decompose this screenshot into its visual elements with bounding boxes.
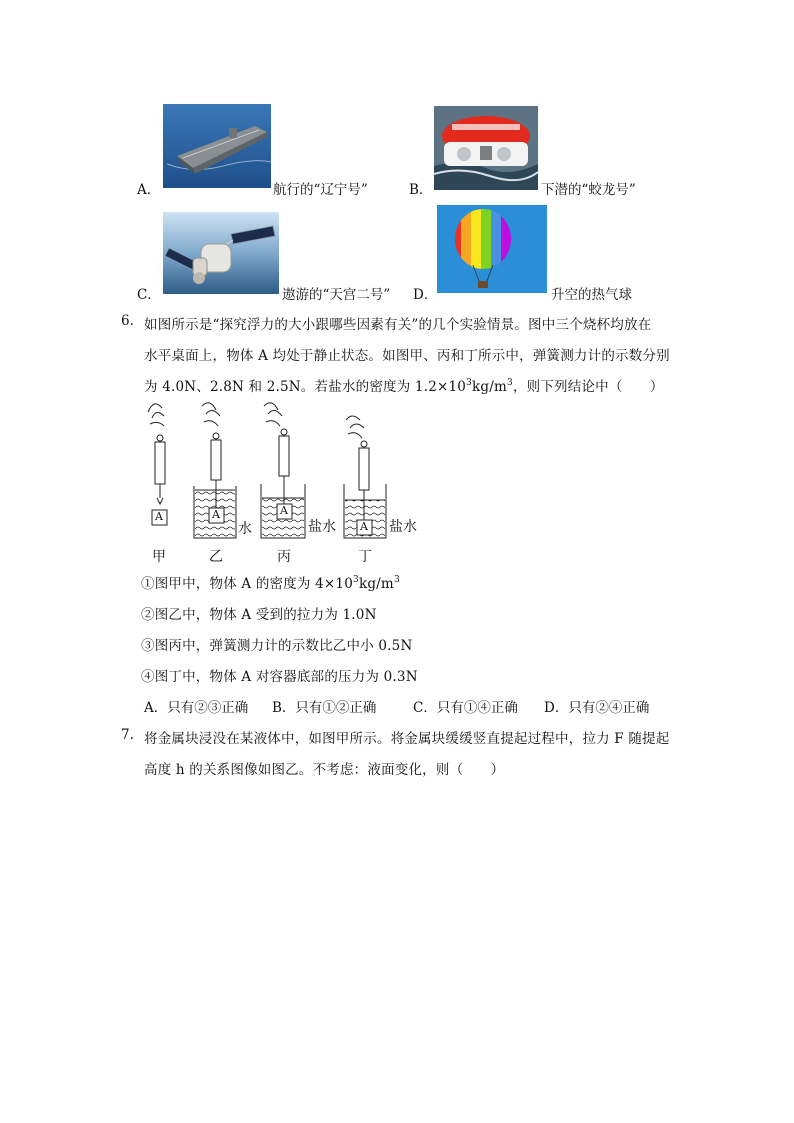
block-label-yi: A [212, 508, 220, 521]
setup-jia [148, 404, 167, 525]
q6-choice-a: A．只有②③正确 [144, 700, 249, 716]
experiment-diagram [140, 398, 430, 570]
q6-experiment-figure [140, 398, 430, 570]
q7-number: 7. [121, 727, 134, 743]
q6-stem-line-1: 如图所示是“探究浮力的大小跟哪些因素有关”的几个实验情景。图中三个烧杯均放在 [144, 317, 652, 333]
figure-label-ding: 丁 [358, 549, 372, 565]
photo-hot-air-balloon [437, 205, 547, 293]
q6-statement-1 [141, 572, 400, 592]
q6-line3-unit-exponent: 3 [507, 378, 513, 388]
liquid-label-brine-bing: 盐水 [308, 519, 336, 535]
q6-stem-line-3 [144, 375, 664, 395]
q6-choice-b: B．只有①②正确 [272, 700, 377, 716]
option-d-caption: 升空的热气球 [551, 287, 632, 303]
q6-statement-1-unit: kg/m [358, 576, 394, 592]
option-b-letter: B． [409, 182, 433, 198]
option-c-letter: C． [137, 287, 161, 303]
photo-space-station [163, 212, 279, 294]
q6-line3-exponent: 3 [466, 378, 473, 388]
figure-label-bing: 丙 [277, 549, 291, 565]
option-a-caption: 航行的“辽宁号” [273, 182, 368, 198]
figure-label-jia: 甲 [152, 549, 166, 565]
photo-submersible [434, 106, 538, 190]
q6-statement-1-text: ①图甲中，物体 A 的密度为 4×10 [141, 576, 354, 592]
option-a-letter: A． [137, 182, 161, 198]
q6-choice-c: C．只有①④正确 [413, 700, 518, 716]
q6-line3-ending: ，则下列结论中（ ） [512, 379, 664, 395]
q7-stem-line-1: 将金属块浸没在某液体中，如图甲所示。将金属块缓缓竖直提起过程中，拉力 F 随提起 [144, 731, 670, 747]
option-c-caption: 遨游的“天宫二号” [282, 287, 391, 303]
setup-bing [261, 403, 305, 538]
liquid-label-brine-ding: 盐水 [389, 519, 417, 535]
q6-choice-d: D．只有②④正确 [544, 700, 650, 716]
q6-statement-1-exponent: 3 [353, 575, 359, 585]
block-label-bing: A [280, 504, 288, 517]
figure-label-yi: 乙 [209, 549, 223, 565]
q6-stem-line-2: 水平桌面上，物体 A 均处于静止状态。如图甲、丙和丁所示中，弹簧测力计的示数分别 [144, 348, 670, 364]
photo-aircraft-carrier [163, 104, 271, 188]
q6-line3-unit: kg/m [472, 379, 507, 395]
q6-statement-4: ④图丁中，物体 A 对容器底部的压力为 0.3N [141, 669, 418, 685]
q6-number: 6. [121, 313, 134, 329]
q7-stem-line-2: 高度 h 的关系图像如图乙。不考虑：液面变化，则（ ） [144, 762, 505, 778]
q6-statement-2: ②图乙中，物体 A 受到的拉力为 1.0N [141, 607, 377, 623]
block-label-jia: A [155, 510, 163, 523]
option-b-caption: 下潜的“蛟龙号” [541, 182, 636, 198]
liquid-label-water: 水 [238, 521, 252, 537]
q6-line3-text: 为 4.0N、2.8N 和 2.5N。若盐水的密度为 1.2×10 [144, 379, 467, 395]
block-label-ding: A [360, 520, 368, 533]
option-d-letter: D． [413, 287, 438, 303]
q6-statement-1-unit-exponent: 3 [393, 575, 400, 585]
q6-statement-3: ③图丙中，弹簧测力计的示数比乙中小 0.5N [141, 638, 413, 654]
